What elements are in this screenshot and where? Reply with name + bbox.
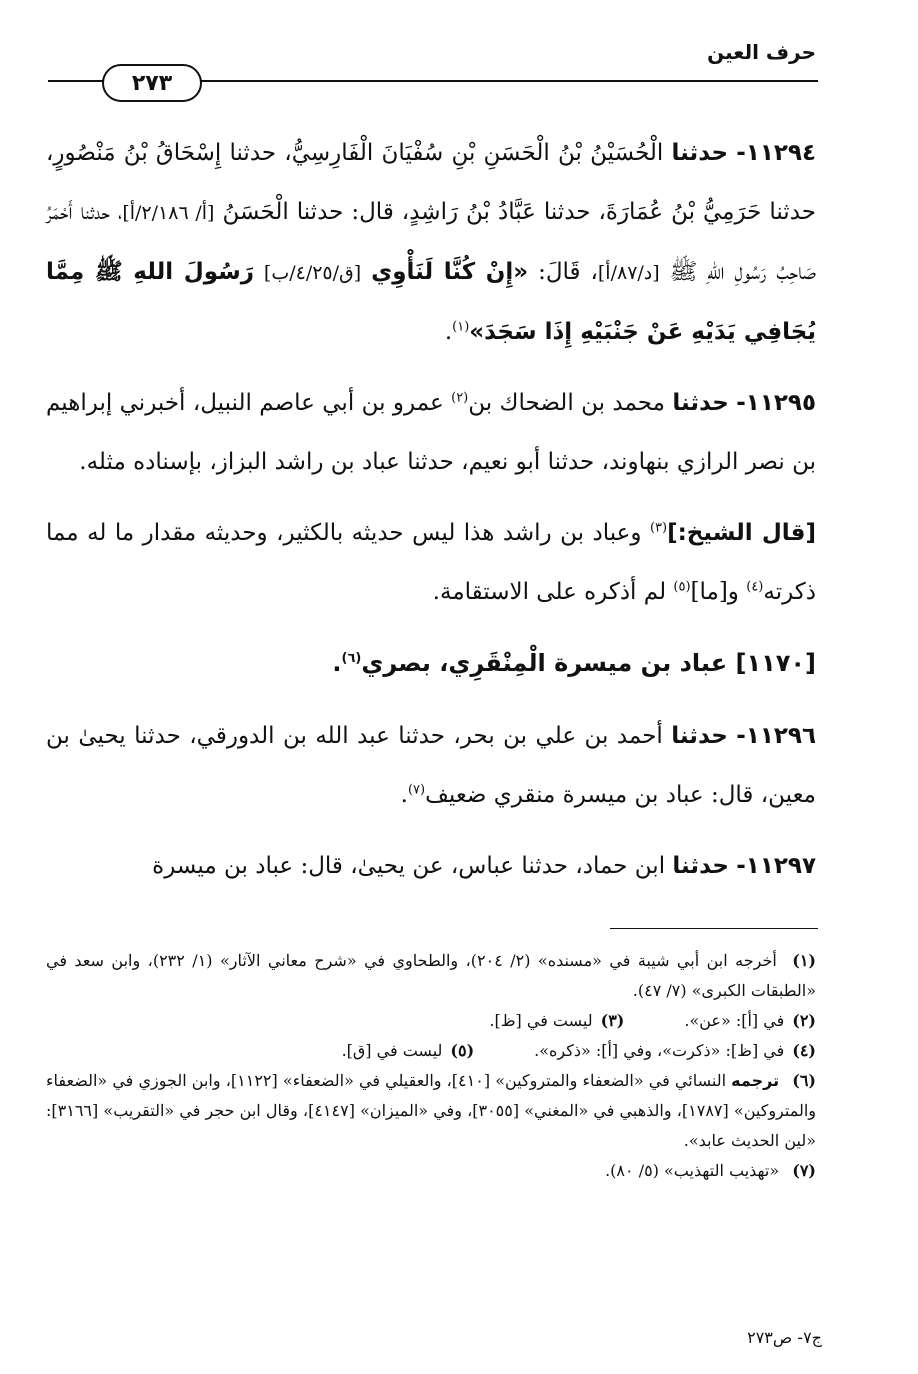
footnote-mark: (٥) [673,579,691,595]
footnote-mark: (١) [452,319,470,335]
footnote-text: أخرجه ابن أبي شيبة في «مسنده» (٢/ ٢٠٤)، والطحاوي في «شرح معاني الآثار» (١/ ٢٣٢)، وابن سعد في «الطبقات الكبرى» (٧/ ٤٧). [46,951,816,1000]
footnote-number: (٣) [600,1011,625,1030]
sentence-end: . [400,782,408,808]
hadith-number: ١١٢٩٧- [736,853,816,879]
hadith-lead: حدثنا [672,390,729,416]
footnote-2 [684,1006,816,1036]
page-number-badge: ٢٧٣ [102,64,202,102]
footnote-row [46,1036,816,1066]
footnote-4 [534,1036,816,1066]
hadith-text: ، حدثنا أَحْمَرُ صَاحِبُ رَسُولِ اللهِ ﷺ [46,199,817,285]
footnote-3 [489,1006,624,1036]
hadith-11296 [46,707,816,825]
manuscript-ref: [د/٨٧/أ] [597,262,660,284]
hadith-11297 [46,837,816,896]
hadith-text: ، قَالَ: [538,259,598,285]
hadith-11294 [46,124,816,362]
footnote-lead: ترجمه [731,1071,780,1090]
footnote-7 [46,1156,816,1186]
footnote-mark: (٢) [451,390,469,406]
footnotes [46,946,816,1186]
footnote-6 [46,1066,816,1156]
footnote-number: (٦) [792,1071,816,1090]
footnote-number: (٤) [792,1041,816,1060]
footnote-number: (٧) [792,1161,816,1180]
hadith-text: محمد بن الضحاك بن [468,390,665,416]
chapter-heading [46,634,816,693]
main-text [46,124,816,908]
footnote-mark: (٣) [649,520,668,536]
hadith-number: ١١٢٩٤- [736,140,817,166]
footnote-1 [46,946,816,1006]
hadith-text: عمرو بن أبي عاصم النبيل، أخبرني إبراهيم بن نصر الرازي بنهاوند، حدثنا أبو نعيم، حدثنا عباد بن راشد البزاز، بإسناده مثله. [46,390,816,475]
hadith-quote: «إِنْ كُنَّا لَنَأْوِي [371,259,529,285]
sentence-end: . [332,649,342,677]
footnote-mark: (٤) [746,579,764,595]
sentence-end: . [444,319,453,345]
note-text: لم أذكره على الاستقامة. [432,579,667,605]
footnote-text: النسائي في «الضعفاء والمتروكين» [٤١٠]، والعقيلي في «الضعفاء» [١١٢٢]، وابن الجوزي في «الضعفاء والمتروكين» [١٧٨٧]، والذهبي في «المغني» [٣٠٥٥]، وفي «الميزان» [٤١٤٧]، وقال ابن حجر في «التقريب» [٣١٦٦]: «لين الحديث عابد». [46,1071,816,1150]
footnote-text: «تهذيب التهذيب» (٥/ ٨٠). [605,1161,780,1180]
page-footer: ج٧- ص٢٧٣ [747,1328,822,1347]
manuscript-ref: [ق/٤/٢٥/ب] [263,262,362,284]
chapter-title: [١١٧٠] عباد بن ميسرة الْمِنْقَرِي، بصري [361,649,816,677]
footnote-number: (٢) [792,1011,816,1030]
footnote-rule [610,928,818,929]
hadith-quote: رَسُولَ اللهِ ﷺ مِمَّا يُجَافِي يَدَيْهِ عَنْ جَنْبَيْهِ إِذَا سَجَدَ» [46,259,816,345]
hadith-text: الْحُسَيْنُ بْنُ الْحَسَنِ بْنِ سُفْيَانَ الْفَارِسِيُّ، حدثنا إِسْحَاقُ بْنُ مَنْصُورٍ، حدثنا حَرَمِيُّ بْنُ عُمَارَةَ، حدثنا عَبَّادُ بْنُ رَاشِدٍ، قال: حدثنا الْحَسَنُ [46,140,816,225]
hadith-lead: حدثنا [671,723,728,749]
hadith-text: أحمد بن علي بن بحر، حدثنا عبد الله بن الدورقي، حدثنا يحيىٰ بن معين، قال: عباد بن ميسرة منقري ضعيف [46,723,816,808]
hadith-text: ابن حماد، حدثنا عباس، عن يحيىٰ، قال: عباد بن ميسرة [152,853,666,879]
sheikh-note [46,504,816,622]
footnote-text: ليست في [ق]. [341,1041,443,1060]
footnote-text: في [أ]: «عن». [684,1011,785,1030]
footnote-text: في [ظ]: «ذكرت»، وفي [أ]: «ذكره». [534,1041,785,1060]
running-header: حرف العين [707,40,816,64]
footnote-number: (٥) [450,1041,475,1060]
hadith-lead: حدثنا [671,140,729,166]
footnote-number: (١) [792,951,816,970]
footnote-row [46,1006,816,1036]
hadith-number: ١١٢٩٦- [736,723,817,749]
footnote-mark: (٧) [407,782,426,798]
footnote-5 [342,1036,475,1066]
hadith-lead: حدثنا [672,853,729,879]
note-text: و[ما] [690,579,739,605]
note-text: وعباد بن راشد هذا ليس حديثه بالكثير، وحديثه مقدار ما له مما ذكرته [46,520,816,605]
sheikh-lead: [قال الشيخ:] [667,520,816,546]
hadith-number: ١١٢٩٥- [736,390,816,416]
footnote-mark: (٦) [341,651,362,666]
hadith-11295 [46,374,816,492]
footnote-text: ليست في [ظ]. [489,1011,593,1030]
manuscript-ref: [أ/ ٢/١٨٦/أ] [122,202,215,224]
